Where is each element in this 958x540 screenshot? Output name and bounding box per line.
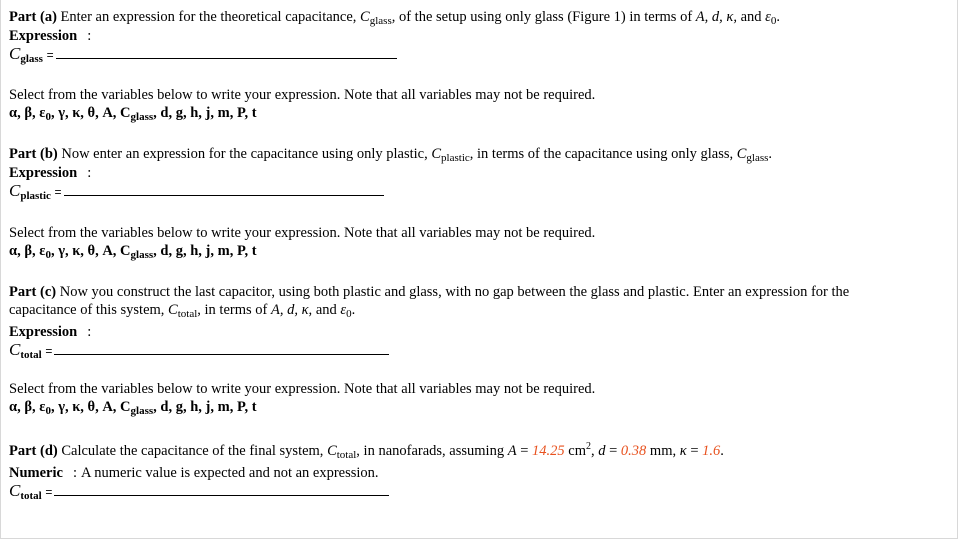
expression-label: Expression <box>9 165 78 181</box>
part-d-section <box>9 442 949 501</box>
part-c-label: Part (c) <box>9 284 57 300</box>
part-a-select-text: Select from the variables below to write your expression. Note that all variables may not be required. <box>9 87 596 103</box>
part-a-answer-row: $C_{glass}$ = <box>9 45 949 64</box>
part-d-answer-input[interactable] <box>54 483 389 496</box>
part-a-variable-list: α, β, $\varepsilon_0$, γ, κ, θ, A, $C_{glass}$, d, g, h, j, m, P, t <box>9 105 257 123</box>
part-c-answer-input[interactable] <box>54 342 389 355</box>
distance-value: 0.38 <box>620 443 647 459</box>
part-c-prompt-line1: Part (c) Now you construct the last capacitor, using both plastic and glass, with no gap between the glass and plastic. Enter an expression for the <box>9 284 850 300</box>
part-b-select-text: Select from the variables below to write your expression. Note that all variables may not be required. <box>9 225 596 241</box>
part-b-answer-row: $C_{plastic}$ = <box>9 182 949 201</box>
part-b-answer-input[interactable] <box>64 183 384 196</box>
part-c-answer-row: $C_{total}$ = <box>9 341 949 360</box>
part-c-expression-row: Expression : <box>9 324 92 340</box>
expression-label: Expression <box>9 28 78 44</box>
part-b-label: Part (b) <box>9 146 58 162</box>
area-value: 14.25 <box>532 443 565 459</box>
part-a-prompt: Part (a) Enter an expression for the theoretical capacitance, $C_{glass}$, of the setup using only glass (Figure 1) in terms of A, d, κ, and $\varepsilon_0$. <box>9 9 781 27</box>
part-b-expression-row: Expression : <box>9 165 92 181</box>
part-a-answer-input[interactable] <box>56 46 397 59</box>
part-a-section <box>9 8 949 64</box>
kappa-value: 1.6 <box>702 443 721 459</box>
part-b-prompt: Part (b) Now enter an expression for the capacitance using only plastic, $C_{plastic}$, in terms of the capacitance using only glass, $C_{glass}$. <box>9 146 773 164</box>
part-c-variables <box>9 380 949 416</box>
part-c-section <box>9 283 949 360</box>
part-d-label: Part (d) <box>9 443 58 459</box>
part-b-section <box>9 145 949 201</box>
expression-label: Expression <box>9 324 78 340</box>
part-a-expression-row: Expression : <box>9 28 92 44</box>
part-c-select-text: Select from the variables below to write your expression. Note that all variables may not be required. <box>9 381 596 397</box>
part-b-variable-list: α, β, $\varepsilon_0$, γ, κ, θ, A, $C_{glass}$, d, g, h, j, m, P, t <box>9 243 257 261</box>
part-c-variable-list: α, β, $\varepsilon_0$, γ, κ, θ, A, $C_{glass}$, d, g, h, j, m, P, t <box>9 399 257 417</box>
part-a-variables <box>9 86 949 122</box>
part-d-numeric-row: Numeric : A numeric value is expected and not an expression. <box>9 465 379 481</box>
part-c-prompt-line2: capacitance of this system, $C_{total}$, in terms of A, d, κ, and $\varepsilon_0$. <box>9 302 356 320</box>
numeric-hint: A numeric value is expected and not an expression. <box>80 465 379 481</box>
part-a-label: Part (a) <box>9 9 57 25</box>
part-b-variables <box>9 224 949 260</box>
part-d-answer-row: $C_{total}$ = <box>9 482 949 501</box>
numeric-label: Numeric <box>9 465 63 481</box>
part-d-prompt: Part (d) Calculate the capacitance of the final system, $C_{total}$, in nanofarads, assuming A = 14.25 $cm^2$, d = 0.38 mm, κ = 1.6. <box>9 441 724 461</box>
